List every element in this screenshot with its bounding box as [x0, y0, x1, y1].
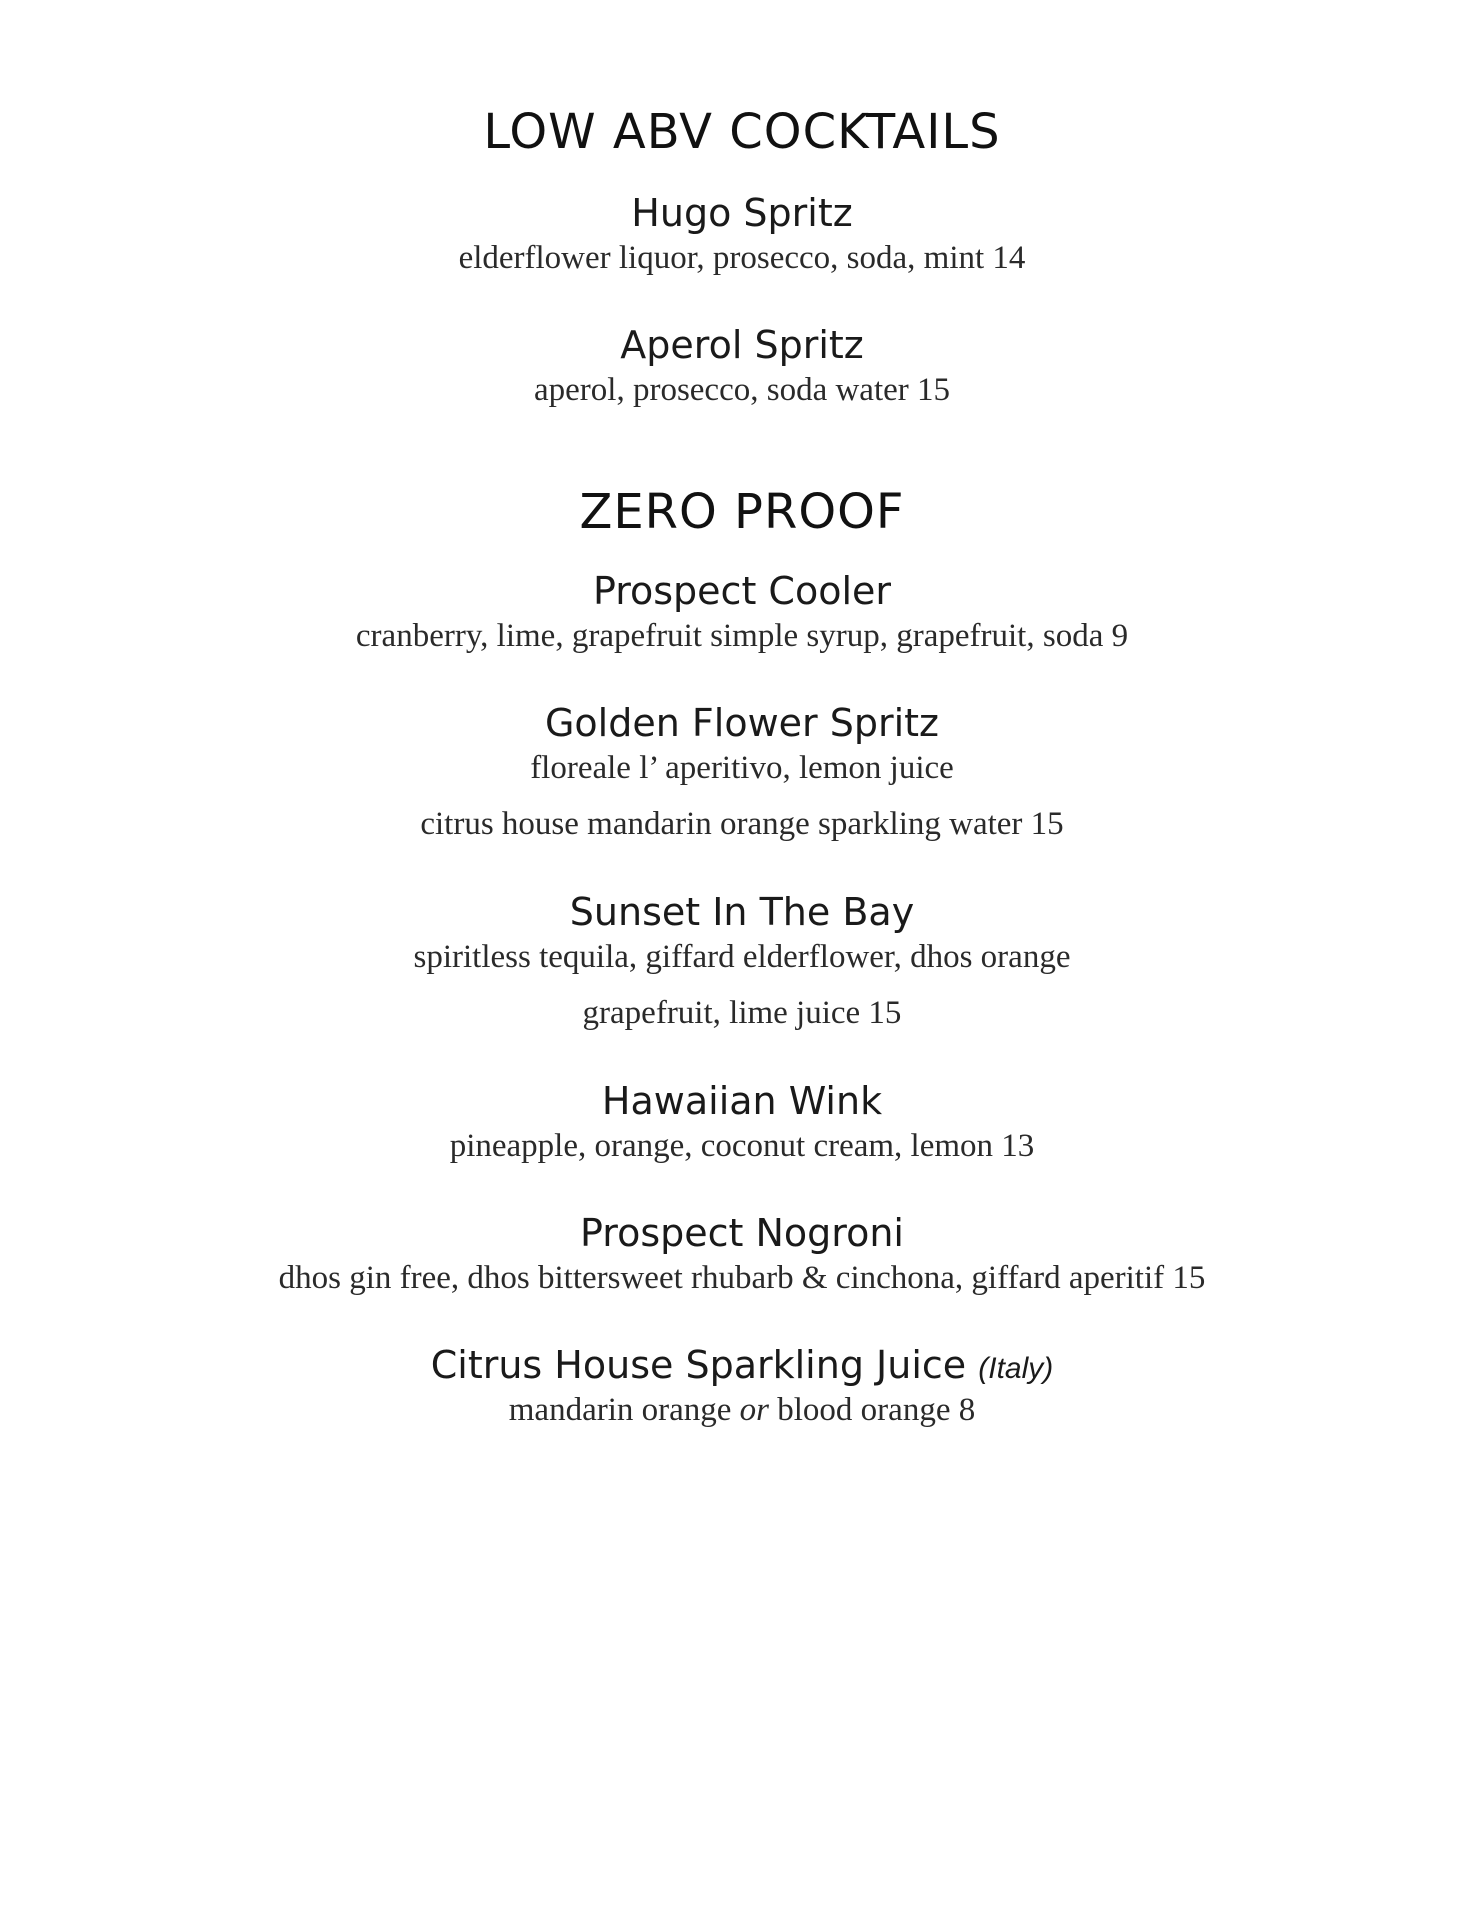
item-name-text: Citrus House Sparkling Juice — [430, 1343, 967, 1387]
item-desc-golden-flower-spritz-line-2: citrus house mandarin orange sparkling water 15 — [420, 806, 1064, 842]
item-name-aperol-spritz: Aperol Spritz — [620, 323, 864, 367]
item-desc-hugo-spritz: elderflower liquor, prosecco, soda, mint 14 — [458, 240, 1026, 276]
item-desc-sunset-in-the-bay-line-2: grapefruit, lime juice 15 — [582, 995, 902, 1031]
item-desc-or-word: or — [739, 1392, 770, 1428]
item-desc-sunset-in-the-bay-line-1: spiritless tequila, giffard elderflower, dhos orange — [413, 939, 1071, 975]
item-desc-part-before: mandarin orange — [508, 1392, 740, 1428]
item-desc-prospect-nogroni: dhos gin free, dhos bittersweet rhubarb & cinchona, giffard aperitif 15 — [278, 1260, 1206, 1296]
item-name-sunset-in-the-bay: Sunset In The Bay — [569, 890, 915, 934]
item-desc-hawaiian-wink: pineapple, orange, coconut cream, lemon 13 — [449, 1128, 1035, 1164]
item-desc-part-after: blood orange 8 — [769, 1392, 976, 1428]
item-name-prospect-cooler: Prospect Cooler — [592, 569, 892, 613]
item-name-citrus-house-sparkling-juice — [0, 1343, 1484, 1387]
item-desc-aperol-spritz: aperol, prosecco, soda water 15 — [534, 372, 950, 408]
item-name-golden-flower-spritz: Golden Flower Spritz — [544, 701, 939, 745]
item-name-prospect-nogroni: Prospect Nogroni — [580, 1211, 904, 1255]
item-desc-prospect-cooler: cranberry, lime, grapefruit simple syrup, grapefruit, soda 9 — [355, 618, 1129, 654]
section-title-zero-proof: ZERO PROOF — [579, 484, 905, 540]
section-title-low-abv: LOW ABV COCKTAILS — [483, 104, 1001, 160]
item-name-hugo-spritz: Hugo Spritz — [631, 191, 853, 235]
item-origin-label: (Italy) — [978, 1352, 1054, 1385]
item-desc-citrus-house-sparkling-juice — [0, 1394, 1484, 1427]
item-desc-golden-flower-spritz-line-1: floreale l’ aperitivo, lemon juice — [530, 750, 954, 786]
item-name-hawaiian-wink: Hawaiian Wink — [601, 1079, 883, 1123]
